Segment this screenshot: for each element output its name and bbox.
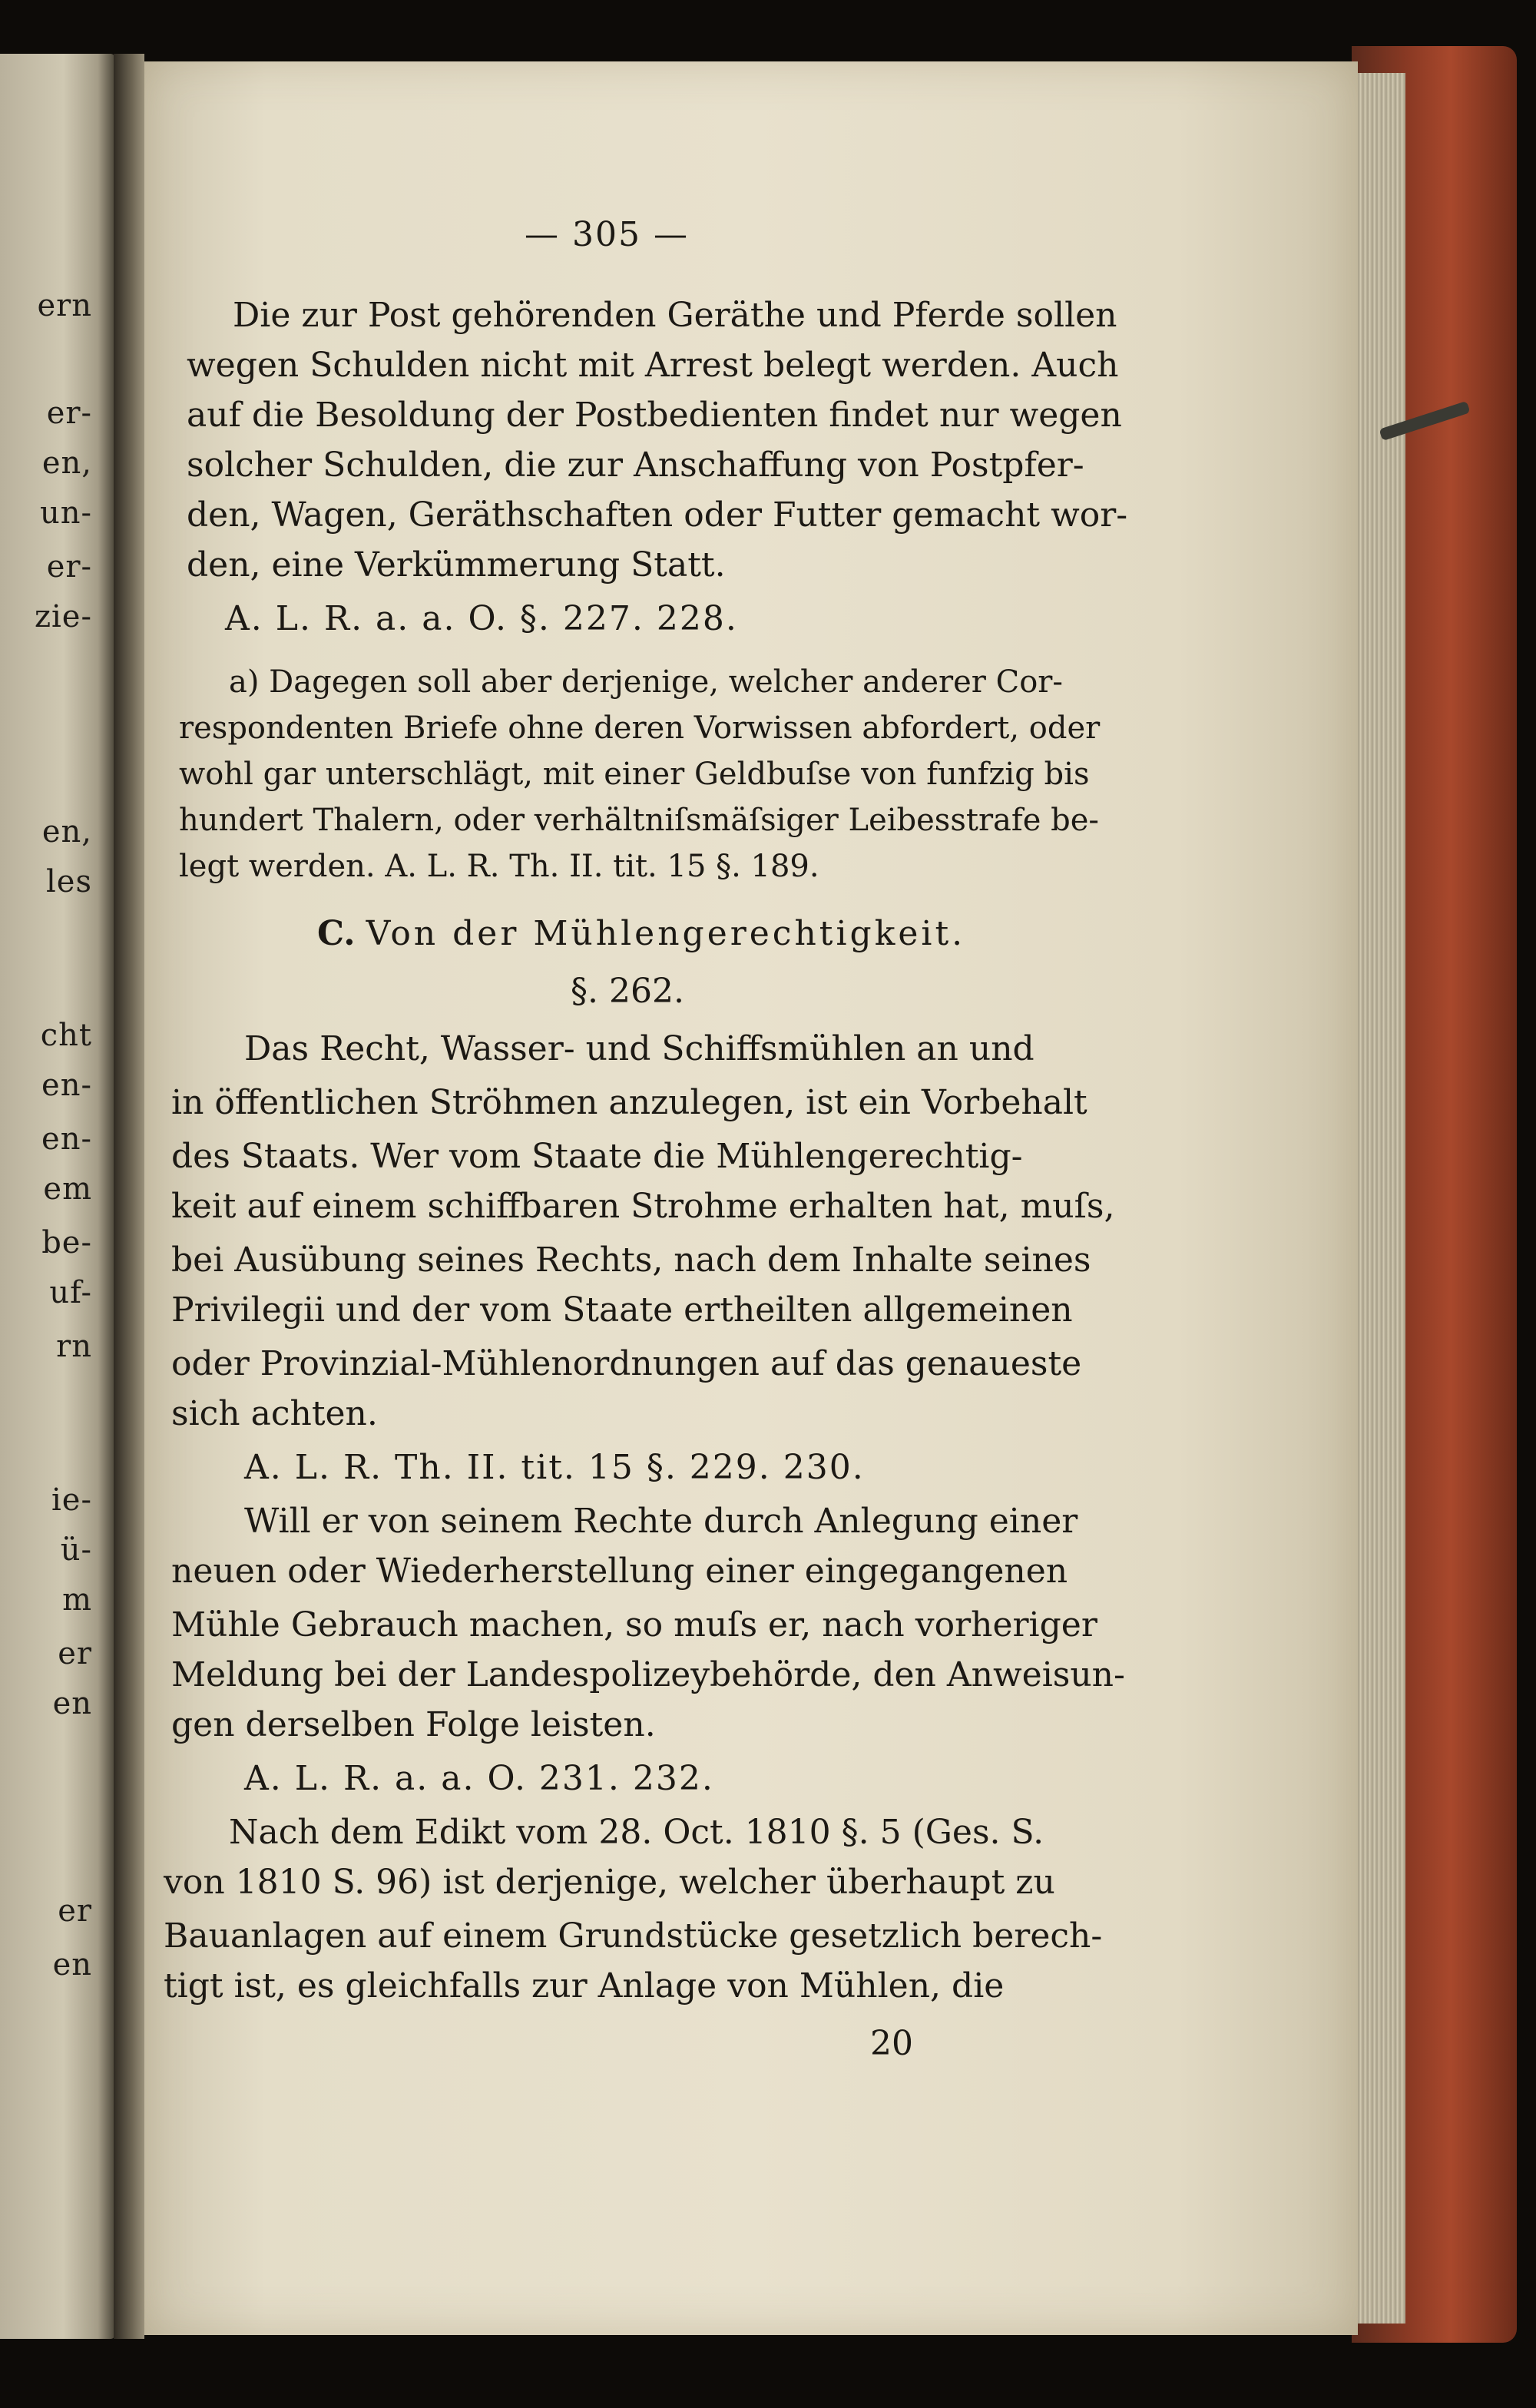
left-fragment: cht (40, 1018, 92, 1053)
text-line: oder Provinzial-Mühlenordnungen auf das genaueste (171, 1344, 1082, 1383)
left-fragment: ie- (51, 1482, 92, 1518)
left-fragment: en- (41, 1121, 92, 1157)
left-fragment: ü- (60, 1532, 92, 1568)
left-fragment: be- (41, 1225, 92, 1260)
text-line: Privilegii und der vom Staate ertheilten allgemeinen (171, 1290, 1073, 1330)
left-fragment: er (58, 1636, 92, 1671)
text-line: in öffentlichen Ströhmen anzulegen, ist ein Vorbehalt (171, 1083, 1087, 1122)
footnote-line: legt werden. A. L. R. Th. II. tit. 15 §. 189. (179, 849, 819, 884)
paragraph-number: §. 262. (571, 972, 684, 1011)
left-fragment: un- (39, 495, 92, 531)
left-fragment: er- (46, 396, 92, 431)
text-line: wegen Schulden nicht mit Arrest belegt werden. Auch (187, 346, 1119, 385)
section-heading (317, 914, 965, 953)
book-gutter (114, 54, 144, 2339)
left-fragment: m (62, 1582, 92, 1618)
right-page (144, 61, 1358, 2335)
left-fragment: les (46, 864, 92, 899)
footnote-line: hundert Thalern, oder verhältniſsmäſsiger Leibesstrafe be- (179, 803, 1099, 838)
left-fragment: er (58, 1893, 92, 1929)
left-fragment: en, (41, 814, 92, 850)
page-edges (1352, 73, 1405, 2324)
text-line: Mühle Gebrauch machen, so muſs er, nach vorheriger (171, 1605, 1097, 1645)
text-line: Nach dem Edikt vom 28. Oct. 1810 §. 5 (Ges. S. (229, 1813, 1044, 1852)
text-line: auf die Besoldung der Postbedienten findet nur wegen (187, 396, 1122, 435)
section-letter: C. (317, 914, 356, 953)
text-line: des Staats. Wer vom Staate die Mühlengerechtig- (171, 1137, 1023, 1176)
section-title: Von der Mühlengerechtigkeit. (366, 914, 966, 953)
text-line: den, Wagen, Geräthschaften oder Futter gemacht wor- (187, 495, 1128, 535)
left-fragment: en (52, 1947, 92, 1982)
citation: A. L. R. a. a. O. §. 227. 228. (225, 599, 738, 638)
footnote-line: a) Dagegen soll aber derjenige, welcher anderer Cor- (229, 664, 1063, 700)
left-fragment: em (43, 1171, 92, 1207)
left-fragment: en (52, 1686, 92, 1721)
text-line: von 1810 S. 96) ist derjenige, welcher überhaupt zu (164, 1863, 1055, 1902)
text-line: gen derselben Folge leisten. (171, 1705, 656, 1744)
text-line: keit auf einem schiffbaren Strohme erhalten hat, muſs, (171, 1187, 1115, 1226)
citation: A. L. R. a. a. O. 231. 232. (244, 1759, 714, 1798)
text-line: sich achten. (171, 1394, 378, 1433)
text-line: Meldung bei der Landespolizeybehörde, den Anweisun- (171, 1655, 1125, 1694)
footnote-line: respondenten Briefe ohne deren Vorwissen abfordert, oder (179, 710, 1101, 746)
text-line: Die zur Post gehörenden Geräthe und Pferde sollen (233, 296, 1117, 335)
left-fragment: er- (46, 549, 92, 585)
page-number-header: — 305 — (525, 215, 689, 254)
text-line: Bauanlagen auf einem Grundstücke gesetzlich berech- (164, 1916, 1103, 1956)
text-line: den, eine Verkümmerung Statt. (187, 545, 726, 585)
text-line: Will er von seinem Rechte durch Anlegung einer (244, 1502, 1078, 1541)
left-fragment: ern (37, 288, 92, 323)
text-line: tigt ist, es gleichfalls zur Anlage von Mühlen, die (164, 1966, 1005, 2006)
text-line: solcher Schulden, die zur Anschaffung von Postpfer- (187, 445, 1084, 485)
text-line: Das Recht, Wasser- und Schiffsmühlen an und (244, 1029, 1034, 1068)
footnote-line: wohl gar unterschlägt, mit einer Geldbuſse von funfzig bis (179, 757, 1090, 792)
citation: A. L. R. Th. II. tit. 15 §. 229. 230. (244, 1448, 865, 1487)
left-facing-page (0, 54, 115, 2339)
text-line: neuen oder Wiederherstellung einer eingegangenen (171, 1552, 1068, 1591)
left-fragment: rn (56, 1329, 92, 1364)
left-fragment: zie- (34, 599, 92, 634)
signature-mark: 20 (870, 2024, 913, 2063)
left-fragment: uf- (49, 1275, 92, 1310)
left-fragment: en, (41, 445, 92, 481)
text-line: bei Ausübung seines Rechts, nach dem Inhalte seines (171, 1240, 1091, 1280)
left-fragment: en- (41, 1068, 92, 1103)
